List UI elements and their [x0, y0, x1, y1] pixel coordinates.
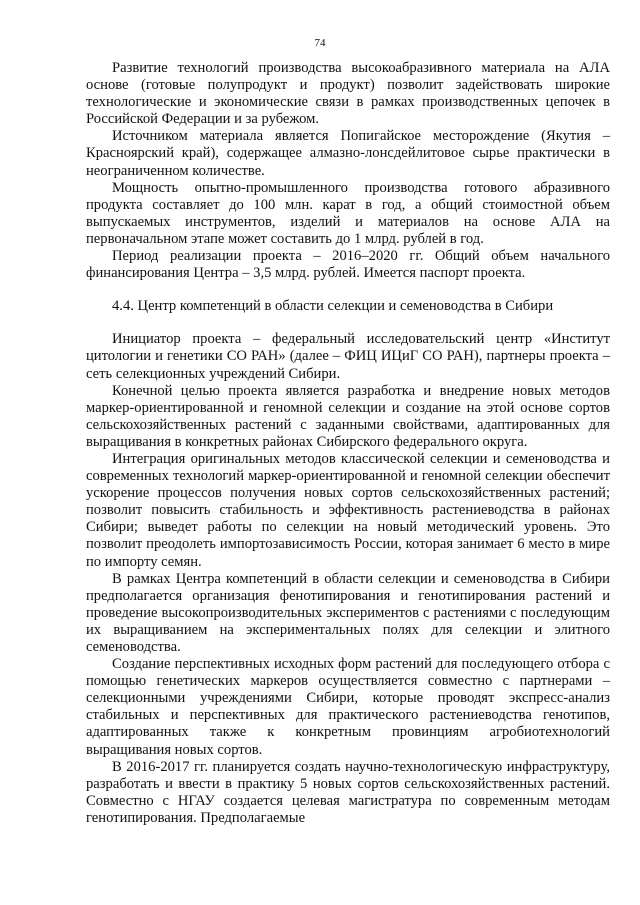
paragraph: В рамках Центра компетенций в области селекции и семеноводства в Сибири предполагается организация фенотипирования и генотипирования растений и проведение высокопроизводительных экспериментов с растениями с последующим их выращиванием на экспериментальных полях для селекции и элитного семеноводства.	[86, 570, 610, 655]
paragraph: В 2016-2017 гг. планируется создать научно-технологическую инфраструктуру, разработать и ввести в практику 5 новых сортов сельскохозяйственных растений. Совместно с НГАУ создается целевая магистратура по современным методам генотипирования. Предполагаемые	[86, 758, 610, 826]
paragraph: Период реализации проекта – 2016–2020 гг. Общий объем начального финансирования Центра – 3,5 млрд. рублей. Имеется паспорт проекта.	[86, 248, 610, 282]
paragraph: Создание перспективных исходных форм растений для последующего отбора с помощью генетических маркеров осуществляется совместно с партнерами – селекционными учреждениями Сибири, которые проводят экспресс-анализ стабильных и перспективных для практического растениеводства генотипов, адаптированных также к конкретным провинциям агробиотехнологий выращивания новых сортов.	[86, 656, 610, 758]
paragraph: Источником материала является Попигайское месторождение (Якутия – Красноярский край), содержащее алмазно-лонсдейлитовое сырье практически в неограниченном количестве.	[86, 128, 610, 179]
page-number: 74	[314, 37, 326, 49]
section-heading: 4.4. Центр компетенций в области селекции и семеноводства в Сибири	[112, 298, 554, 315]
paragraph: Интеграция оригинальных методов классической селекции и семеноводства и современных технологий маркер-ориентированной и геномной селекции обеспечит ускорение процессов получения новых сортов сельскохозяйственных растений; позволит повысить стабильность и эффективность растениеводства в районах Сибири; выведет работы по селекции на новый методический уровень. Это позволит преодолеть импортозависимость России, которая занимает 6 место в мире по импорту семян.	[86, 450, 610, 570]
document-body	[86, 60, 610, 827]
paragraph: Развитие технологий производства высокоабразивного материала на АЛА основе (готовые полупродукт и продукт) позволит задействовать широкие технологические и экономические связи в рамках производственных цепочек в Российской Федерации и за рубежом.	[86, 60, 610, 128]
paragraph: Инициатор проекта – федеральный исследовательский центр «Институт цитологии и генетики СО РАН» (далее – ФИЦ ИЦиГ СО РАН), партнеры проекта – сеть селекционных учреждений Сибири.	[86, 331, 610, 382]
paragraph: Конечной целью проекта является разработка и внедрение новых методов маркер-ориентированной и геномной селекции и создание на этой основе сортов сельскохозяйственных растений с заданными свойствами, адаптированных для выращивания в конкретных районах Сибирского федерального округа.	[86, 382, 610, 450]
paragraph: Мощность опытно-промышленного производства готового абразивного продукта составляет до 100 млн. карат в год, а общий стоимостной объем выпускаемых инструментов, изделий и материалов на основе АЛА на первоначальном этапе может составить до 1 млрд. рублей в год.	[86, 179, 610, 247]
